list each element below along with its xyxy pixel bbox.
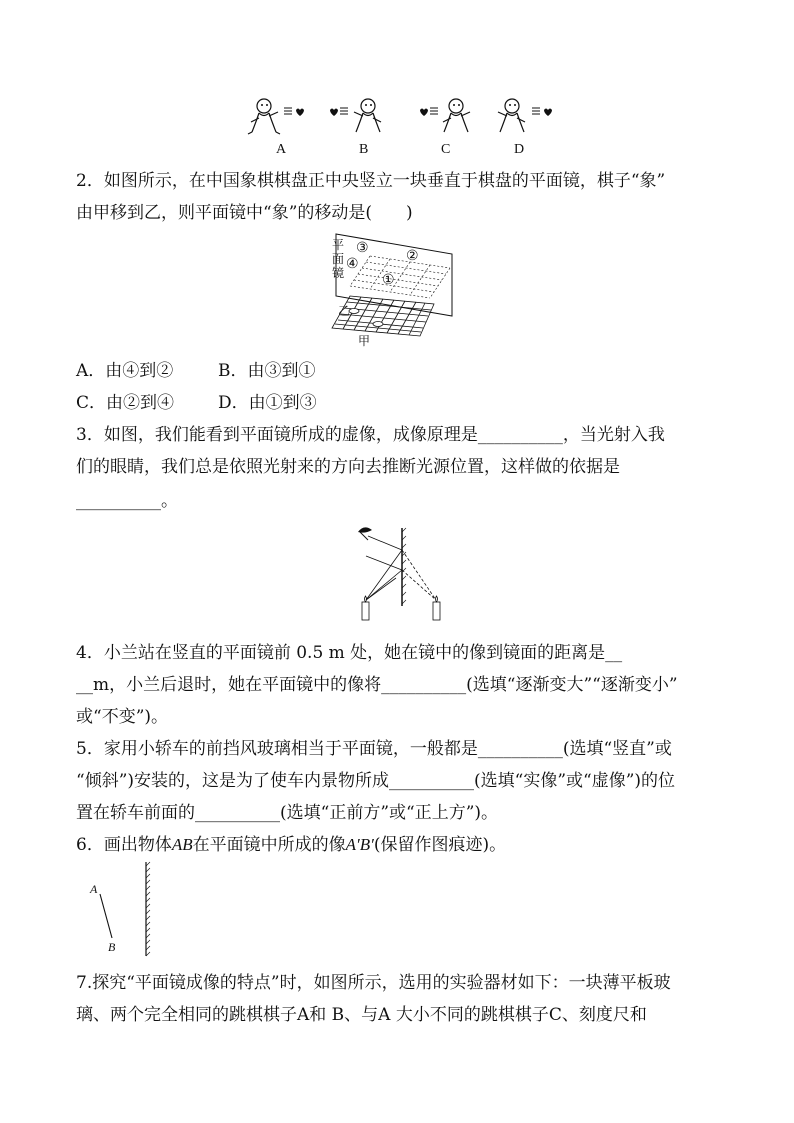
point-b-label: B xyxy=(108,940,116,954)
q3-text-line2: 们的眼睛，我们总是依照光射来的方向去推断光源位置，这样做的依据是 xyxy=(76,457,620,477)
figure-label-c: C xyxy=(441,142,451,157)
figure-mirror-characters xyxy=(240,96,560,140)
q5-text-line2: “倾斜”)安装的，这是为了使车内景物所成__________(选填“实像”或“虚像”)的位 xyxy=(76,771,676,791)
q7-text-line1: 7.探究“平面镜成像的特点”时，如图所示，选用的实验器材如下：一块薄平板玻 xyxy=(76,973,671,993)
figure-a-mirror xyxy=(284,108,304,116)
mirror-candle-figure xyxy=(352,520,452,626)
q6-suffix: (保留作图痕迹)。 xyxy=(373,835,507,855)
q2-text-line2: 由甲移到乙，则平面镜中“象”的移动是( ) xyxy=(76,203,413,223)
figure-d-mirror xyxy=(532,108,552,116)
q4-text-line3: 或“不变”)。 xyxy=(76,707,169,727)
q4-text-line1: 4．小兰站在竖直的平面镜前 0.5 m 处，她在镜中的像到镜面的距离是__ xyxy=(76,643,623,663)
q7-text-line2: 璃、两个完全相同的跳棋棋子A和 B、与A 大小不同的跳棋棋子C、刻度尺和 xyxy=(76,1005,647,1025)
figure-a-character xyxy=(248,99,280,134)
figure-c-mirror xyxy=(420,108,438,116)
q6-text xyxy=(76,834,506,856)
mirror-label-char-1: 平 xyxy=(332,238,345,252)
q2-option-a: A．由④到② xyxy=(76,361,174,381)
q2-option-b: B．由③到① xyxy=(218,361,316,381)
figure-b-character xyxy=(354,99,381,132)
figure-d-character xyxy=(498,99,525,132)
q6-ab-prime: A′B′ xyxy=(345,835,374,854)
circled-4: ④ xyxy=(346,256,359,272)
q2-option-c: C．由②到④ xyxy=(76,393,175,413)
label-jia: 甲 xyxy=(358,334,371,348)
eye-icon xyxy=(358,527,372,540)
mirror-label-char-3: 镜 xyxy=(332,266,345,280)
q3-text-line3: __________。 xyxy=(76,491,178,511)
point-a-label: A xyxy=(90,882,98,896)
q5-text-line1: 5．家用小轿车的前挡风玻璃相当于平面镜，一般都是__________(选填“竖直”或 xyxy=(76,739,672,759)
q5-text-line3: 置在轿车前面的__________(选填“正前方”或“正上方”)。 xyxy=(76,803,499,823)
q6-ab: AB xyxy=(171,835,193,854)
chess-mirror-figure xyxy=(330,232,470,348)
label-yi: 乙 xyxy=(338,304,351,318)
figure-label-b: B xyxy=(359,142,369,157)
circled-1: ① xyxy=(382,272,395,288)
object-mirror-figure xyxy=(84,860,164,960)
q2-option-d: D．由①到③ xyxy=(218,393,317,413)
figure-label-d: D xyxy=(514,142,525,157)
circled-2: ② xyxy=(406,248,419,264)
q4-text-line2: __m，小兰后退时，她在平面镜中的像将__________(选填“逐渐变大”“逐渐变小” xyxy=(76,675,678,695)
q2-text-line1: 2．如图所示，在中国象棋棋盘正中央竖立一块垂直于棋盘的平面镜，棋子“象” xyxy=(76,171,666,191)
figure-b-mirror xyxy=(330,108,348,116)
q6-mid: 在平面镜中所成的像 xyxy=(192,835,346,855)
mirror-label-char-2: 面 xyxy=(332,252,345,266)
figure-c-character xyxy=(443,99,470,132)
q6-prefix: 6．画出物体 xyxy=(76,835,172,855)
q3-text-line1: 3．如图，我们能看到平面镜所成的虚像，成像原理是__________，当光射入我 xyxy=(76,425,665,445)
circled-3: ③ xyxy=(356,240,369,256)
figure-label-a: A xyxy=(276,142,287,157)
